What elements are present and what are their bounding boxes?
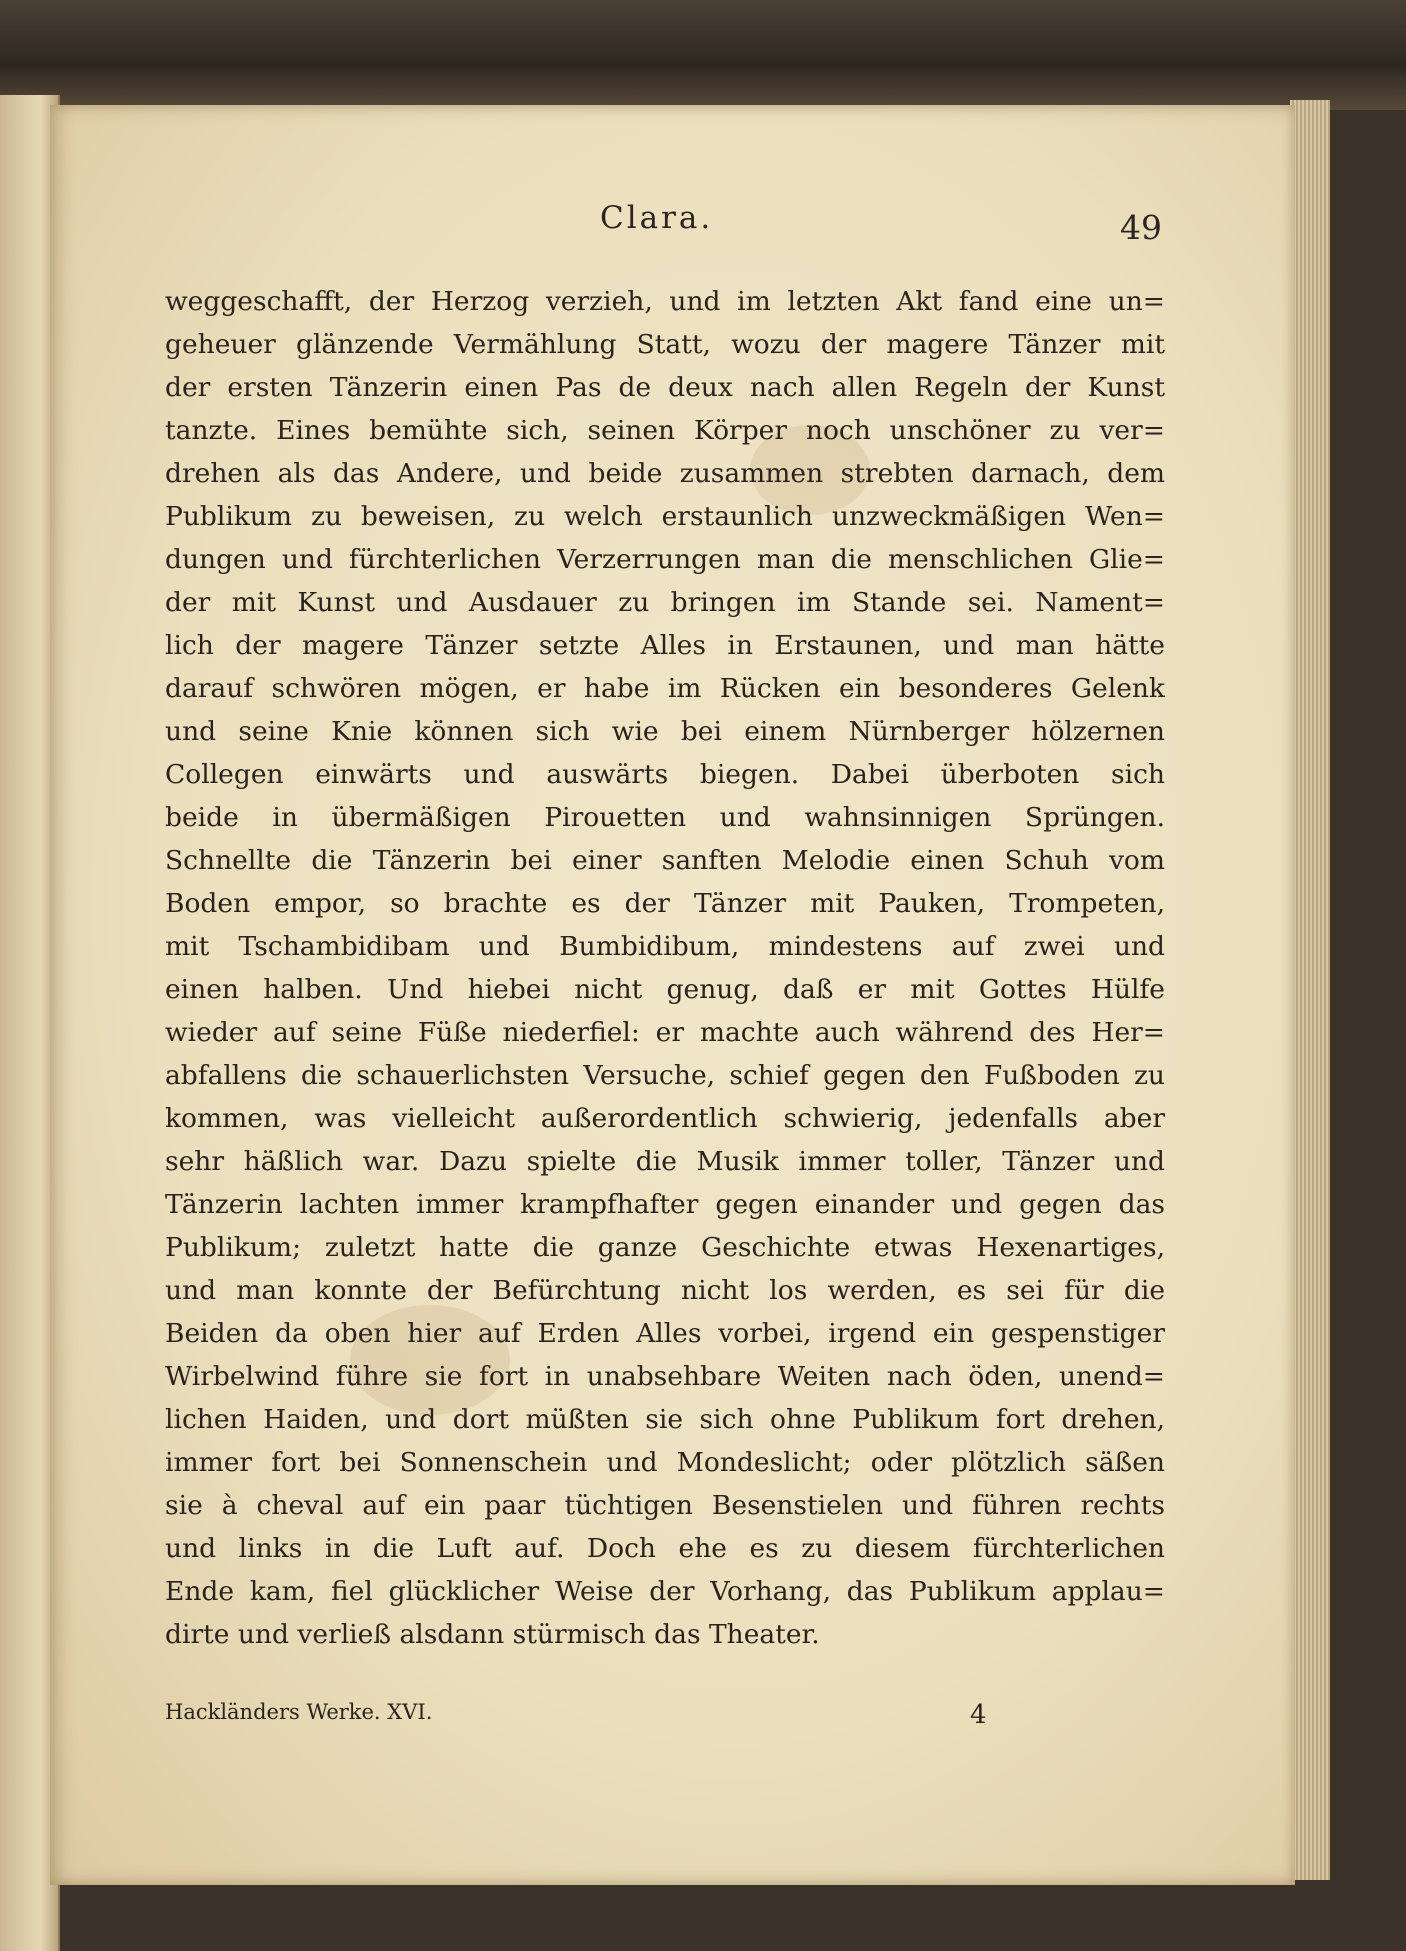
book-binding <box>0 0 1406 110</box>
text-line: drehen als das Andere, und beide zusammen strebten darnach, dem <box>165 458 1165 489</box>
text-line: lichen Haiden, und dort müßten sie sich ohne Publikum fort drehen, <box>165 1404 1165 1435</box>
text-line: dungen und fürchterlichen Verzerrungen man die menschlichen Glie= <box>165 544 1165 575</box>
sheet-number: 4 <box>970 1700 987 1730</box>
signature-line: Hackländers Werke. XVI. <box>165 1700 433 1724</box>
text-line: Beiden da oben hier auf Erden Alles vorbei, irgend ein gespenstiger <box>165 1318 1165 1349</box>
text-line: der mit Kunst und Ausdauer zu bringen im Stande sei. Nament= <box>165 587 1165 618</box>
text-line: immer fort bei Sonnenschein und Mondeslicht; oder plötzlich säßen <box>165 1447 1165 1478</box>
text-line: geheuer glänzende Vermählung Statt, wozu der magere Tänzer mit <box>165 329 1165 360</box>
text-line: tanzte. Eines bemühte sich, seinen Körper noch unschöner zu ver= <box>165 415 1165 446</box>
text-line: Publikum; zuletzt hatte die ganze Geschichte etwas Hexenartiges, <box>165 1232 1165 1263</box>
body-text <box>165 280 1165 1656</box>
text-line: und seine Knie können sich wie bei einem Nürnberger hölzernen <box>165 716 1165 747</box>
page-number: 49 <box>1120 208 1162 247</box>
text-line: darauf schwören mögen, er habe im Rücken ein besonderes Gelenk <box>165 673 1165 704</box>
text-line: kommen, was vielleicht außerordentlich schwierig, jedenfalls aber <box>165 1103 1165 1134</box>
text-line: abfallens die schauerlichsten Versuche, schief gegen den Fußboden zu <box>165 1060 1165 1091</box>
text-line: Schnellte die Tänzerin bei einer sanften Melodie einen Schuh vom <box>165 845 1165 876</box>
text-line: Wirbelwind führe sie fort in unabsehbare Weiten nach öden, unend= <box>165 1361 1165 1392</box>
page-edges <box>1290 100 1330 1880</box>
text-line: und links in die Luft auf. Doch ehe es zu diesem fürchterlichen <box>165 1533 1165 1564</box>
text-line: der ersten Tänzerin einen Pas de deux nach allen Regeln der Kunst <box>165 372 1165 403</box>
text-line: und man konnte der Befürchtung nicht los werden, es sei für die <box>165 1275 1165 1306</box>
text-line: beide in übermäßigen Pirouetten und wahnsinnigen Sprüngen. <box>165 802 1165 833</box>
text-line: lich der magere Tänzer setzte Alles in Erstaunen, und man hätte <box>165 630 1165 661</box>
text-line: Publikum zu beweisen, zu welch erstaunlich unzweckmäßigen Wen= <box>165 501 1165 532</box>
text-line: Ende kam, fiel glücklicher Weise der Vorhang, das Publikum applau= <box>165 1576 1165 1607</box>
text-line: mit Tschambidibam und Bumbidibum, mindestens auf zwei und <box>165 931 1165 962</box>
text-line: Collegen einwärts und auswärts biegen. Dabei überboten sich <box>165 759 1165 790</box>
text-line: sie à cheval auf ein paar tüchtigen Besenstielen und führen rechts <box>165 1490 1165 1521</box>
text-line: weggeschafft, der Herzog verzieh, und im letzten Akt fand eine un= <box>165 286 1165 317</box>
text-line: sehr häßlich war. Dazu spielte die Musik immer toller, Tänzer und <box>165 1146 1165 1177</box>
running-title: Clara. <box>600 200 714 236</box>
text-line: Tänzerin lachten immer krampfhafter gegen einander und gegen das <box>165 1189 1165 1220</box>
text-line: einen halben. Und hiebei nicht genug, daß er mit Gottes Hülfe <box>165 974 1165 1005</box>
text-line: dirte und verließ alsdann stürmisch das Theater. <box>165 1619 820 1650</box>
text-line: Boden empor, so brachte es der Tänzer mit Pauken, Trompeten, <box>165 888 1165 919</box>
text-line: wieder auf seine Füße niederfiel: er machte auch während des Her= <box>165 1017 1165 1048</box>
